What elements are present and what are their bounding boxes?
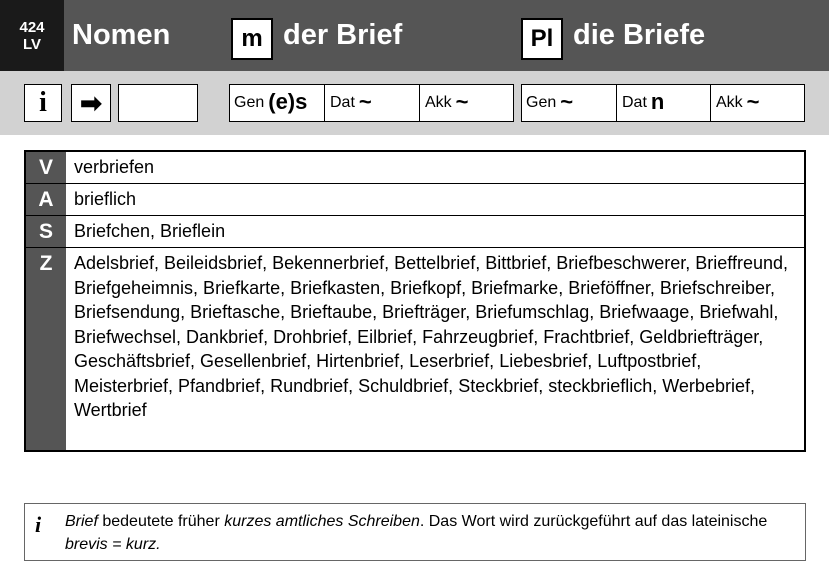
info-box: [24, 84, 62, 122]
info-icon: i: [35, 512, 42, 537]
header-bar: [0, 0, 829, 71]
note-text: [65, 510, 795, 556]
case-label: Gen: [234, 94, 265, 111]
word-family-table: [24, 150, 806, 452]
empty-box: [118, 84, 198, 122]
note-segment: . Das Wort wird zurückgeführt auf das lateinische: [419, 513, 768, 530]
case-form: ~: [358, 89, 372, 114]
word-class-title: Nomen: [72, 19, 171, 51]
arrow-box: [71, 84, 111, 122]
singular-gen: [229, 84, 324, 122]
case-form: ~: [455, 89, 469, 114]
row-compounds: [26, 248, 804, 450]
plural-form: die Briefe: [573, 19, 706, 51]
arrow-right-icon: ➡: [80, 87, 102, 118]
row-letter: S: [38, 220, 53, 243]
note-segment: bedeutete früher: [97, 513, 225, 530]
note-meaning: kurzes amtliches Schreiben: [224, 513, 420, 530]
case-label: Gen: [526, 94, 557, 111]
plural-gen: [521, 84, 616, 122]
singular-form: der Brief: [283, 19, 403, 51]
level-code: LV: [22, 35, 42, 53]
note-term: Brief: [65, 513, 98, 530]
info-icon: i: [39, 87, 47, 118]
case-label: Dat: [622, 94, 647, 111]
note-etymology: brevis = kurz.: [65, 536, 161, 553]
plural-dat: [616, 84, 710, 122]
case-form: ~: [746, 89, 760, 114]
case-label: Dat: [330, 94, 355, 111]
row-verb: [26, 152, 804, 184]
case-label: Akk: [425, 94, 452, 111]
page-badge: [0, 0, 64, 71]
plural-box: Pl: [521, 18, 563, 60]
row-text: brieflich: [74, 189, 137, 209]
row-letter: V: [38, 156, 53, 179]
row-text: verbriefen: [74, 157, 155, 177]
singular-dat: [324, 84, 419, 122]
row-letter: A: [38, 188, 54, 211]
case-form: n: [650, 89, 665, 114]
row-letter: Z: [39, 252, 53, 275]
row-adjective: [26, 184, 804, 216]
row-text: Briefchen, Brieflein: [74, 221, 226, 241]
plural-akk: [710, 84, 805, 122]
gender-box: m: [231, 18, 273, 60]
row-text: Adelsbrief, Beileidsbrief, Bekennerbrief, Bettelbrief, Bittbrief, Briefbeschwerer, Brieffreund, Briefgeheimnis, Briefkarte, Briefkasten, Briefkopf, Briefmarke, Brieföffner, Briefschreiber, Briefsendung, Brieftasche, Brieftaube, Briefträger, Briefumschlag, Briefwaage, Briefwahl, Briefwechsel, Dankbrief, Drohbrief, Eilbrief, Fahrzeugbrief, Frachtbrief, Geldbriefträger, Geschäftsbrief, Gesellenbrief, Hirtenbrief, Leserbrief, Liebesbrief, Luftpostbrief, Meisterbrief, Pfandbrief, Rundbrief, Schuldbrief, Steckbrief, steckbrieflich, Werbebrief, Wertbrief: [74, 253, 789, 420]
row-substantive: [26, 216, 804, 248]
case-form: ~: [560, 89, 574, 114]
case-label: Akk: [716, 94, 743, 111]
case-form: (e)s: [268, 89, 308, 114]
page-number: 424: [19, 18, 45, 36]
info-note: [24, 503, 806, 561]
singular-akk: [419, 84, 514, 122]
